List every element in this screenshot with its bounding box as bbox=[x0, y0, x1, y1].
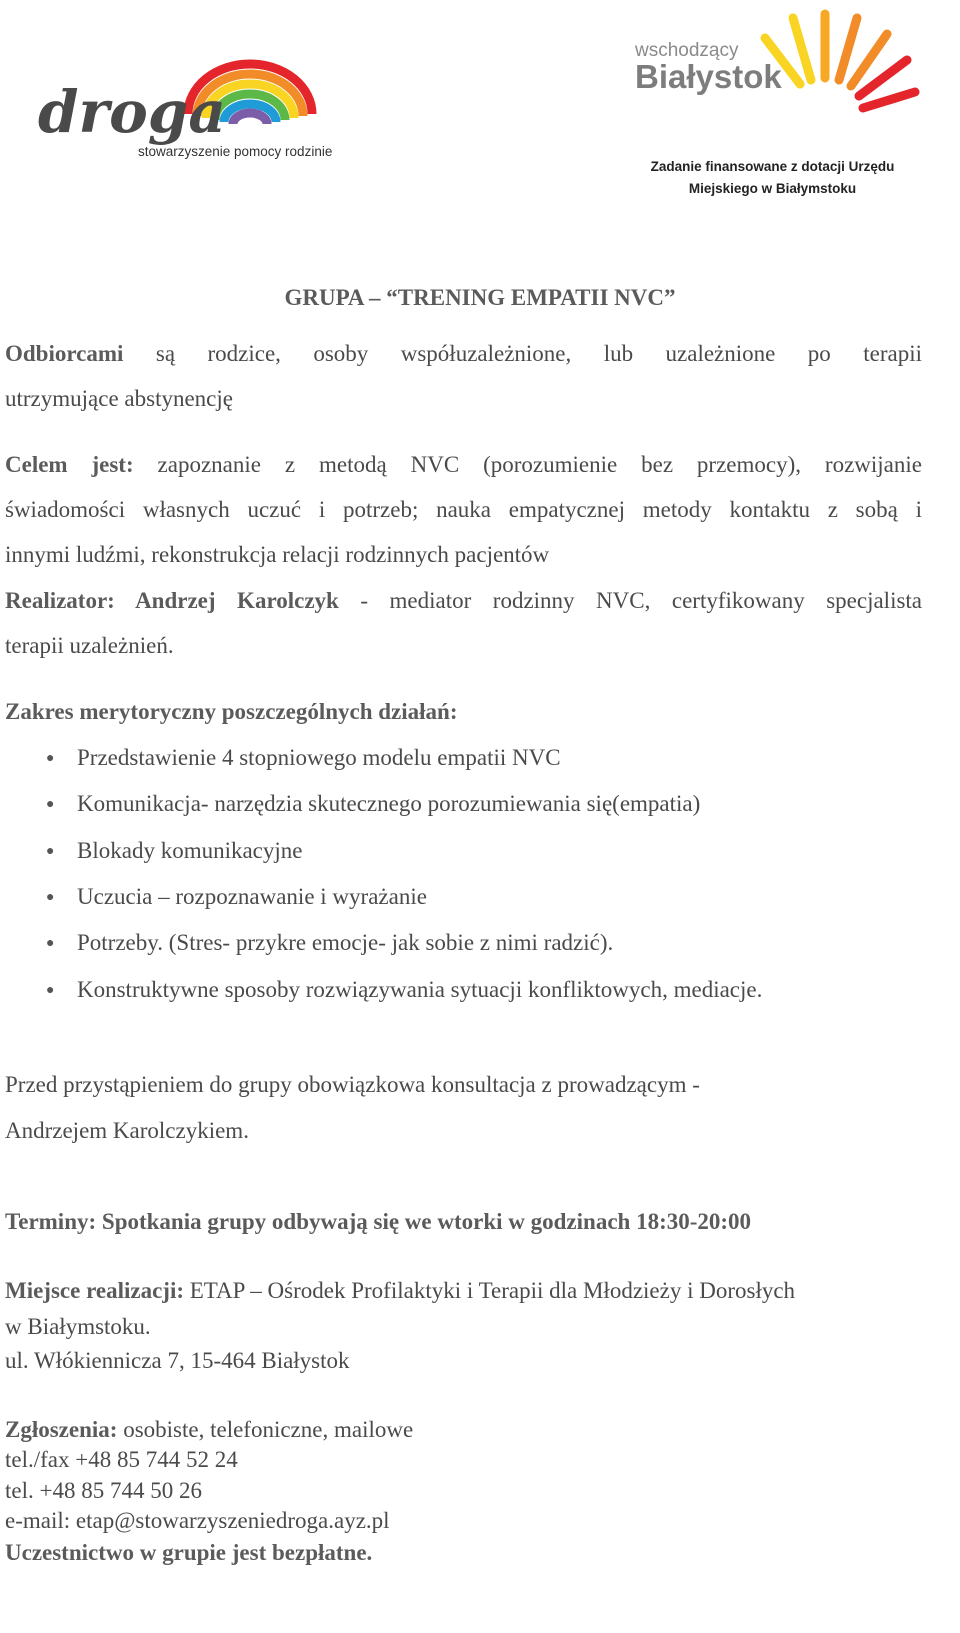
bullet-icon: ● bbox=[46, 844, 55, 859]
goal-line-1 bbox=[5, 453, 922, 476]
email-address[interactable]: e-mail: etap@stowarzyszeniedroga.ayz.pl bbox=[5, 1508, 390, 1533]
realizer-line-1 bbox=[5, 589, 922, 612]
goal-label: Celem jest: bbox=[5, 452, 134, 477]
goal-text-3: innymi ludźmi, rekonstrukcja relacji rodzinnych pacjentów bbox=[5, 542, 550, 567]
funding-note bbox=[640, 156, 905, 200]
applications-line bbox=[5, 1418, 413, 1441]
realizer-text-2: terapii uzależnień. bbox=[5, 633, 174, 658]
scope-item: Blokady komunikacyjne bbox=[77, 838, 303, 863]
realizer-label: Realizator: Andrzej Karolczyk bbox=[5, 588, 339, 613]
funding-line-1: Zadanie finansowane z dotacji Urzędu bbox=[650, 159, 895, 174]
consultation-text-2: Andrzejem Karolczykiem. bbox=[5, 1118, 249, 1143]
droga-logo bbox=[38, 52, 358, 182]
recipients-text-2: utrzymujące abstynencję bbox=[5, 386, 233, 411]
bialystok-main-text: Białystok bbox=[635, 58, 782, 95]
bullet-icon: ● bbox=[46, 751, 55, 766]
bullet-icon: ● bbox=[46, 936, 55, 951]
realizer-text-1: - mediator rodzinny NVC, certyfikowany specjalista bbox=[360, 588, 923, 613]
location-line-1 bbox=[5, 1279, 795, 1302]
goal-text-2: świadomości własnych uczuć i potrzeb; nauka empatycznej metody kontaktu z sobą i bbox=[5, 497, 922, 522]
bullet-icon: ● bbox=[46, 890, 55, 905]
recipients-label: Odbiorcami bbox=[5, 341, 124, 366]
phone-number: tel. +48 85 744 50 26 bbox=[5, 1478, 202, 1503]
document-title: GRUPA – “TRENING EMPATII NVC” bbox=[284, 285, 676, 310]
location-address: ul. Włókiennicza 7, 15-464 Białystok bbox=[5, 1348, 350, 1373]
recipients-text-1: są rodzice, osoby współuzależnione, lub uzależnione po terapii bbox=[155, 341, 922, 366]
recipients-line-1 bbox=[5, 342, 922, 365]
applications-text: osobiste, telefoniczne, mailowe bbox=[123, 1417, 414, 1442]
schedule-text: Terminy: Spotkania grupy odbywają się we wtorki w godzinach 18:30-20:00 bbox=[5, 1209, 752, 1234]
scope-item: Konstruktywne sposoby rozwiązywania sytuacji konfliktowych, mediacje. bbox=[77, 977, 763, 1002]
funding-line-2: Miejskiego w Białymstoku bbox=[688, 181, 857, 196]
droga-tagline: stowarzyszenie pomocy rodzinie bbox=[138, 144, 333, 159]
location-text-1: ETAP – Ośrodek Profilaktyki i Terapii dla Młodzieży i Dorosłych bbox=[189, 1278, 796, 1303]
bullet-icon: ● bbox=[46, 797, 55, 812]
free-participation-note: Uczestnictwo w grupie jest bezpłatne. bbox=[5, 1540, 373, 1565]
bialystok-top-text: wschodzący bbox=[635, 40, 739, 61]
consultation-text-1: Przed przystąpieniem do grupy obowiązkowa konsultacja z prowadzącym - bbox=[5, 1072, 700, 1097]
scope-item: Uczucia – rozpoznawanie i wyrażanie bbox=[77, 884, 427, 909]
applications-label: Zgłoszenia: bbox=[5, 1417, 118, 1442]
bullet-icon: ● bbox=[46, 983, 55, 998]
scope-item: Komunikacja- narzędzia skutecznego porozumiewania się(empatia) bbox=[77, 791, 701, 816]
droga-wordmark: droga bbox=[38, 78, 226, 146]
fax-number: tel./fax +48 85 744 52 24 bbox=[5, 1447, 238, 1472]
goal-text-1: zapoznanie z metodą NVC (porozumienie bez przemocy), rozwijanie bbox=[157, 452, 922, 477]
bialystok-logo bbox=[635, 8, 925, 118]
scope-item: Potrzeby. (Stres- przykre emocje- jak sobie z nimi radzić). bbox=[77, 930, 614, 955]
location-label: Miejsce realizacji: bbox=[5, 1278, 184, 1303]
location-text-2: w Białymstoku. bbox=[5, 1314, 151, 1339]
scope-heading: Zakres merytoryczny poszczególnych działań: bbox=[5, 699, 458, 724]
scope-item: Przedstawienie 4 stopniowego modelu empatii NVC bbox=[77, 745, 561, 770]
